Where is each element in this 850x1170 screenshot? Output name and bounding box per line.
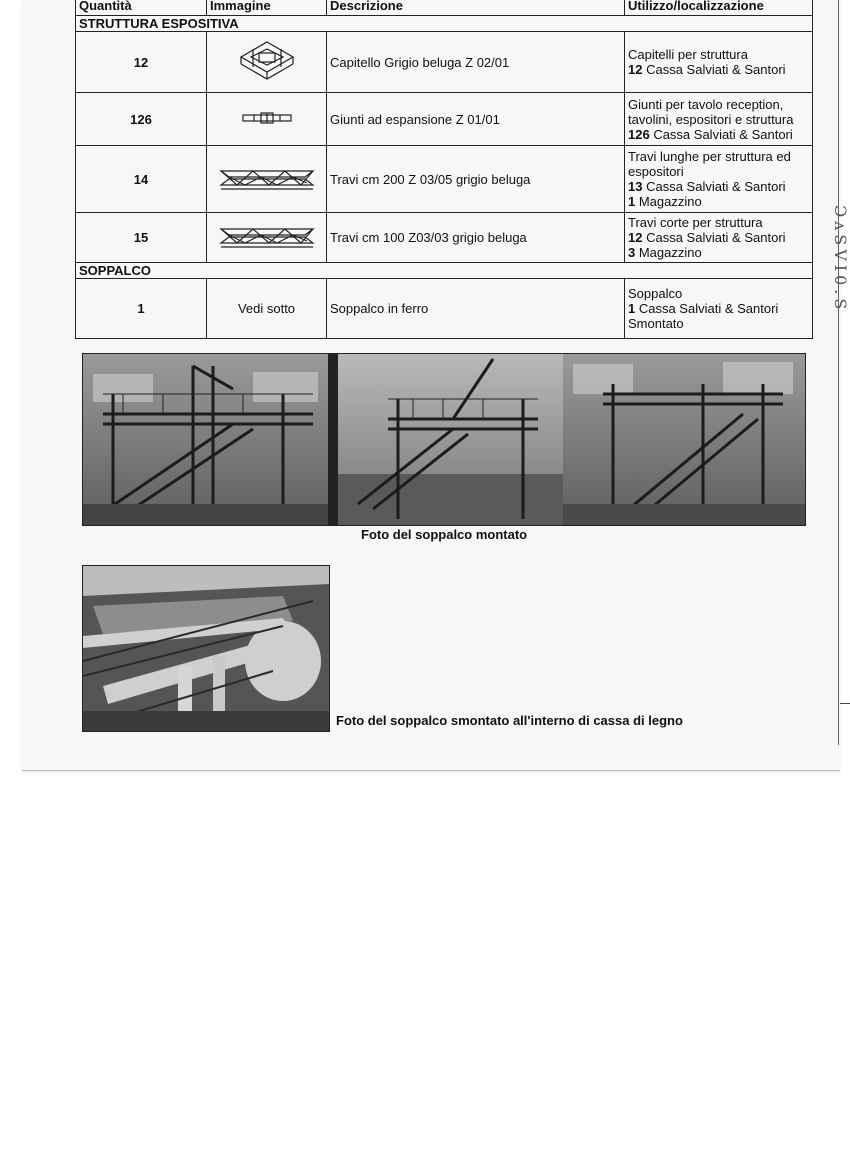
caption-smontato: Foto del soppalco smontato all'interno di cassa di legno xyxy=(336,713,683,728)
trave-icon xyxy=(217,221,317,251)
row-usage xyxy=(625,213,813,263)
usage-line: Smontato xyxy=(628,316,684,331)
row-quantity: 1 xyxy=(76,279,207,339)
row-image xyxy=(207,146,327,213)
table-row xyxy=(76,146,813,213)
row-quantity: 12 xyxy=(76,32,207,93)
giunto-icon xyxy=(242,112,292,124)
table-header-row xyxy=(76,0,813,16)
row-usage xyxy=(625,32,813,93)
row-usage xyxy=(625,279,813,339)
capitello-icon xyxy=(235,39,299,83)
row-quantity: 15 xyxy=(76,213,207,263)
usage-line: 126 Cassa Salviati & Santori xyxy=(628,126,793,142)
crate-photo-graphic xyxy=(83,566,329,731)
trave-icon xyxy=(217,163,317,193)
caption-montato: Foto del soppalco montato xyxy=(361,527,528,542)
photo-soppalco-montato xyxy=(82,353,806,526)
table-row xyxy=(76,93,813,146)
row-quantity: 14 xyxy=(76,146,207,213)
table-row xyxy=(76,213,813,263)
row-usage xyxy=(625,93,813,146)
table-row xyxy=(76,279,813,339)
header-quantita: Quantità xyxy=(76,0,207,16)
usage-line: 1 Cassa Salviati & Santori xyxy=(628,301,779,316)
usage-line: 13 Cassa Salviati & Santori xyxy=(628,179,786,194)
section-row xyxy=(76,263,813,279)
usage-line: Soppalco xyxy=(628,286,683,301)
row-usage xyxy=(625,146,813,213)
usage-line: 12 Cassa Salviati & Santori xyxy=(628,230,786,245)
page-edge-tick xyxy=(840,703,850,704)
section-title: STRUTTURA ESPOSITIVA xyxy=(76,16,813,32)
header-utilizzo: Utilizzo/localizzazione xyxy=(625,0,813,16)
usage-line: Travi corte per struttura xyxy=(628,215,763,230)
row-image xyxy=(207,32,327,93)
header-descrizione: Descrizione xyxy=(327,0,625,16)
page-edge xyxy=(838,0,839,745)
usage-line: Travi lunghe per struttura ed xyxy=(628,149,791,164)
section-title: SOPPALCO xyxy=(76,263,813,279)
row-image xyxy=(207,213,327,263)
mezzanine-photo-graphic xyxy=(83,354,805,525)
handwritten-note: ƆᴧSVI0.S xyxy=(831,205,850,314)
usage-line: tavolini, espositori e struttura xyxy=(628,111,794,127)
usage-line: Giunti per tavolo reception, xyxy=(628,96,784,112)
usage-line: 1 Magazzino xyxy=(628,194,702,209)
row-description: Travi cm 100 Z03/03 grigio beluga xyxy=(327,213,625,263)
table-row xyxy=(76,32,813,93)
row-description: Soppalco in ferro xyxy=(327,279,625,339)
photo-soppalco-smontato xyxy=(82,565,330,732)
inventory-table xyxy=(75,0,813,339)
header-immagine: Immagine xyxy=(207,0,327,16)
row-image-text: Vedi sotto xyxy=(207,279,327,339)
row-description: Travi cm 200 Z 03/05 grigio beluga xyxy=(327,146,625,213)
usage-line: Capitelli per struttura xyxy=(628,47,748,62)
section-row xyxy=(76,16,813,32)
usage-line: espositori xyxy=(628,164,684,179)
row-image xyxy=(207,93,327,146)
row-description: Capitello Grigio beluga Z 02/01 xyxy=(327,32,625,93)
usage-line: 12 Cassa Salviati & Santori xyxy=(628,62,786,77)
usage-line: 3 Magazzino xyxy=(628,245,702,260)
row-description: Giunti ad espansione Z 01/01 xyxy=(327,93,625,146)
row-quantity: 126 xyxy=(76,93,207,146)
